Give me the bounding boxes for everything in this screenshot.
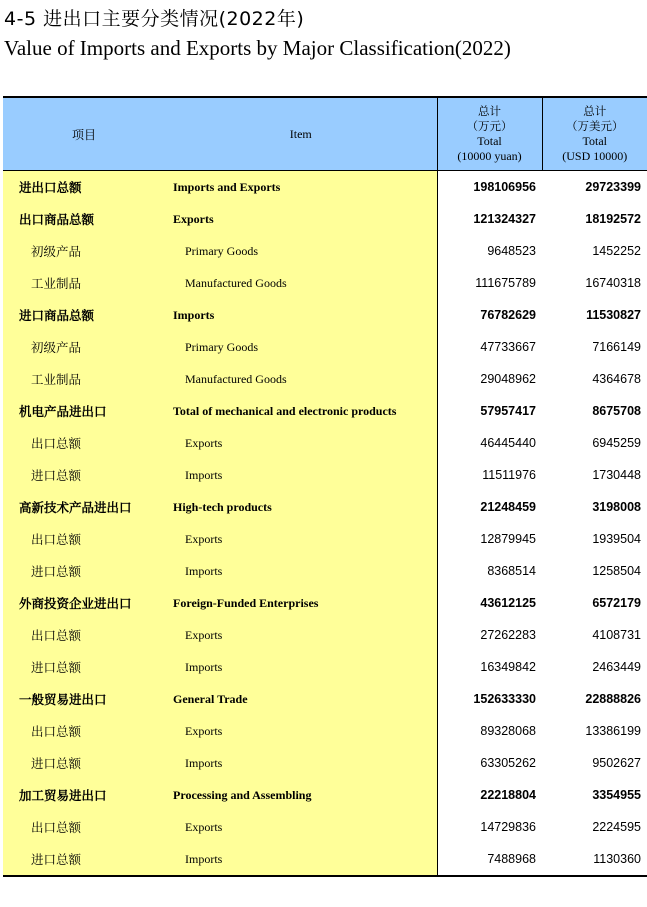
row-value-usd: 7166149 — [592, 340, 641, 354]
row-label-en: Imports — [165, 299, 437, 331]
row-value-yuan: 8368514 — [437, 555, 542, 587]
row-label-en: High-tech products — [165, 491, 437, 523]
row-label-en: Imports and Exports — [165, 171, 437, 204]
row-label-en: Foreign-Funded Enterprises — [165, 587, 437, 619]
header-total-usd-cn1: 总计 — [583, 104, 607, 118]
row-value-usd: 2463449 — [592, 660, 641, 674]
row-value-yuan: 198106956 — [437, 171, 542, 204]
row-value-yuan: 11511976 — [437, 459, 542, 491]
header-total-usd-cn2: （万美元） — [566, 119, 624, 133]
row-label-en: Primary Goods — [165, 331, 437, 363]
table-row — [3, 619, 647, 651]
table-row — [3, 587, 647, 619]
row-value-usd: 16740318 — [585, 276, 641, 290]
row-value-yuan: 89328068 — [437, 715, 542, 747]
row-value-yuan: 14729836 — [437, 811, 542, 843]
row-value-usd: 2224595 — [592, 820, 641, 834]
row-label-cn: 工业制品 — [3, 363, 165, 395]
row-value-usd: 6945259 — [592, 436, 641, 450]
row-value-yuan: 121324327 — [437, 203, 542, 235]
row-value-usd: 1258504 — [592, 564, 641, 578]
row-label-cn: 出口总额 — [3, 427, 165, 459]
row-label-en: Primary Goods — [165, 235, 437, 267]
row-label-en: Manufactured Goods — [165, 363, 437, 395]
row-value-yuan: 9648523 — [437, 235, 542, 267]
row-value-yuan: 152633330 — [437, 683, 542, 715]
row-value-yuan: 27262283 — [437, 619, 542, 651]
table-row — [3, 491, 647, 523]
row-value-yuan: 46445440 — [437, 427, 542, 459]
row-value-usd: 6572179 — [592, 596, 641, 610]
header-total-yuan-en2: (10000 yuan) — [457, 149, 522, 163]
row-value-usd: 1452252 — [592, 244, 641, 258]
row-value-usd: 1130360 — [593, 852, 641, 866]
row-label-cn: 外商投资企业进出口 — [3, 587, 165, 619]
table-row — [3, 651, 647, 683]
row-label-en: Exports — [165, 523, 437, 555]
row-label-en: Exports — [165, 715, 437, 747]
row-label-cn: 进出口总额 — [3, 171, 165, 204]
table-row — [3, 715, 647, 747]
row-value-usd: 29723399 — [585, 180, 641, 194]
row-value-usd: 4108731 — [592, 628, 641, 642]
header-total-usd-en2: (USD 10000) — [562, 149, 628, 163]
row-label-cn: 出口总额 — [3, 715, 165, 747]
table-row — [3, 299, 647, 331]
header-total-yuan-cn2: （万元） — [466, 119, 513, 133]
row-value-usd: 1939504 — [592, 532, 641, 546]
table-row — [3, 203, 647, 235]
row-value-yuan: 57957417 — [437, 395, 542, 427]
row-value-usd: 4364678 — [592, 372, 641, 386]
row-value-yuan: 43612125 — [437, 587, 542, 619]
row-value-yuan: 29048962 — [437, 363, 542, 395]
table-row — [3, 363, 647, 395]
row-label-cn: 出口商品总额 — [3, 203, 165, 235]
table-body — [3, 171, 647, 877]
table-row — [3, 811, 647, 843]
table-row — [3, 459, 647, 491]
table-row — [3, 331, 647, 363]
table-row — [3, 267, 647, 299]
row-label-cn: 进口总额 — [3, 459, 165, 491]
header-item-cn: 项目 — [3, 97, 165, 171]
row-label-en: Imports — [165, 555, 437, 587]
row-label-cn: 进口总额 — [3, 843, 165, 876]
row-label-cn: 出口总额 — [3, 619, 165, 651]
row-label-cn: 进口总额 — [3, 555, 165, 587]
row-value-yuan: 21248459 — [437, 491, 542, 523]
header-total-yuan — [437, 97, 542, 171]
row-label-cn: 初级产品 — [3, 331, 165, 363]
header-total-usd-en1: Total — [582, 134, 607, 148]
row-label-en: General Trade — [165, 683, 437, 715]
row-value-usd: 11530827 — [586, 308, 641, 322]
table-row — [3, 683, 647, 715]
row-label-en: Imports — [165, 843, 437, 876]
row-label-cn: 初级产品 — [3, 235, 165, 267]
row-value-yuan: 111675789 — [437, 267, 542, 299]
row-value-yuan: 12879945 — [437, 523, 542, 555]
row-value-yuan: 76782629 — [437, 299, 542, 331]
row-label-cn: 一般贸易进出口 — [3, 683, 165, 715]
row-label-en: Imports — [165, 651, 437, 683]
row-value-usd: 3198008 — [592, 500, 641, 514]
row-label-en: Manufactured Goods — [165, 267, 437, 299]
row-label-cn: 加工贸易进出口 — [3, 779, 165, 811]
row-label-en: Exports — [165, 811, 437, 843]
table-row — [3, 843, 647, 876]
table-row — [3, 523, 647, 555]
row-value-usd: 3354955 — [592, 788, 641, 802]
row-value-yuan: 7488968 — [437, 843, 542, 876]
table-row — [3, 747, 647, 779]
header-total-yuan-cn1: 总计 — [478, 104, 501, 118]
table-row — [3, 779, 647, 811]
row-label-en: Processing and Assembling — [165, 779, 437, 811]
row-value-usd: 13386199 — [585, 724, 641, 738]
header-total-usd — [542, 97, 647, 171]
row-label-cn: 机电产品进出口 — [3, 395, 165, 427]
header-item-en: Item — [165, 97, 437, 171]
table-row — [3, 555, 647, 587]
row-label-en: Imports — [165, 459, 437, 491]
row-label-en: Exports — [165, 203, 437, 235]
row-value-usd: 22888826 — [585, 692, 641, 706]
row-label-en: Imports — [165, 747, 437, 779]
table-row — [3, 235, 647, 267]
row-label-cn: 工业制品 — [3, 267, 165, 299]
row-label-cn: 进口总额 — [3, 651, 165, 683]
row-value-usd: 8675708 — [592, 404, 641, 418]
row-value-yuan: 63305262 — [437, 747, 542, 779]
row-label-cn: 进口总额 — [3, 747, 165, 779]
trade-classification-table — [3, 96, 647, 877]
table-header — [3, 97, 647, 171]
row-value-yuan: 22218804 — [437, 779, 542, 811]
page-title-english: Value of Imports and Exports by Major Classification(2022) — [4, 36, 511, 60]
page-title-chinese: 4-5 进出口主要分类情况(2022年) — [4, 8, 305, 30]
header-total-yuan-en1: Total — [477, 134, 502, 148]
table-row — [3, 395, 647, 427]
row-label-cn: 出口总额 — [3, 523, 165, 555]
row-label-cn: 高新技术产品进出口 — [3, 491, 165, 523]
row-value-usd: 9502627 — [592, 756, 641, 770]
row-value-usd: 1730448 — [592, 468, 641, 482]
row-label-cn: 出口总额 — [3, 811, 165, 843]
row-label-en: Exports — [165, 619, 437, 651]
row-value-usd: 18192572 — [585, 212, 641, 226]
table-row — [3, 171, 647, 204]
row-label-en: Total of mechanical and electronic products — [165, 395, 437, 427]
row-value-yuan: 16349842 — [437, 651, 542, 683]
table-row — [3, 427, 647, 459]
row-value-yuan: 47733667 — [437, 331, 542, 363]
row-label-cn: 进口商品总额 — [3, 299, 165, 331]
row-label-en: Exports — [165, 427, 437, 459]
